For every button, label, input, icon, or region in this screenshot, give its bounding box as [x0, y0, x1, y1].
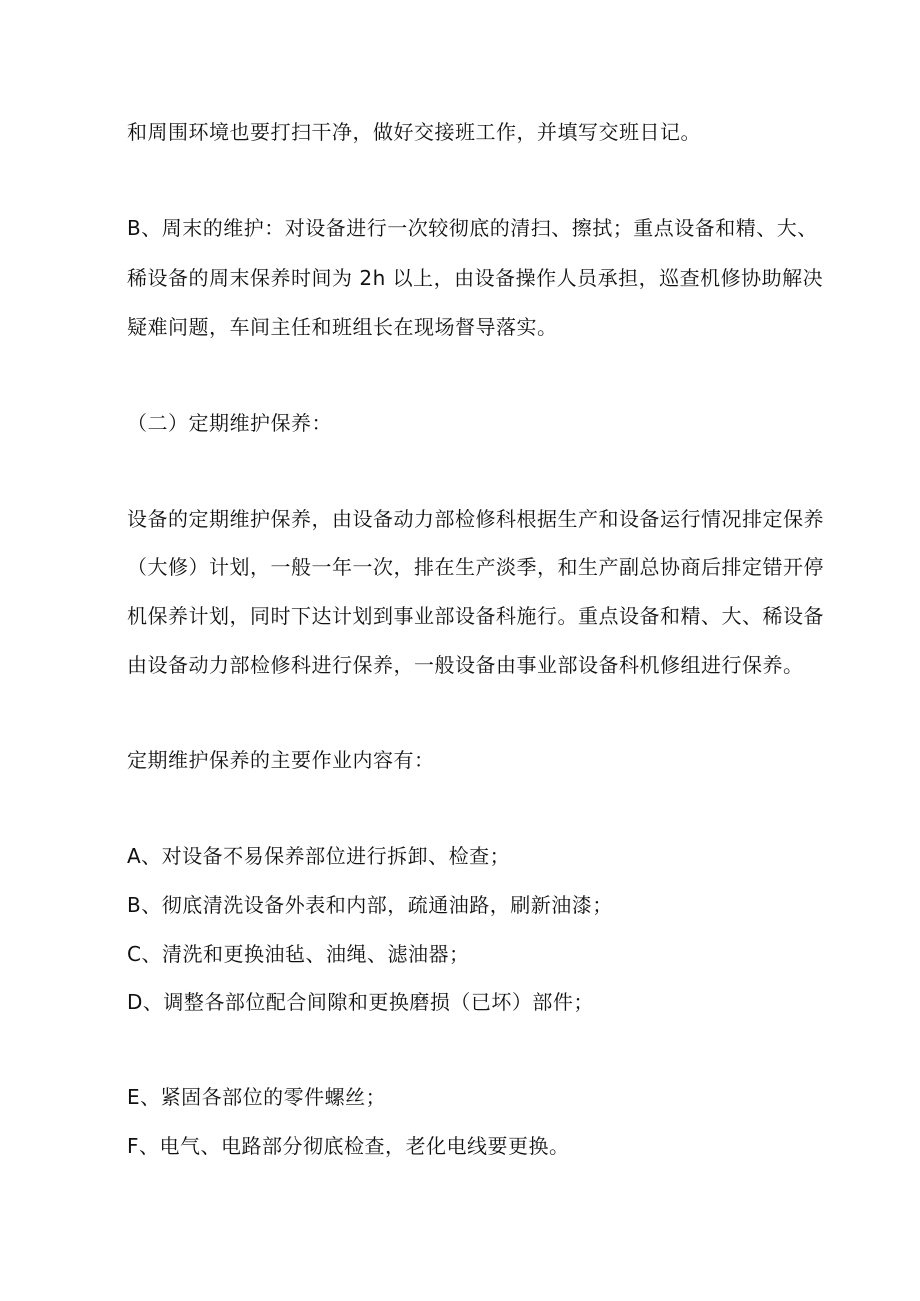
paragraph-text-line: 由设备动力部检修科进行保养，一般设备由事业部设备科机修组进行保养。 — [127, 653, 804, 677]
paragraph-text-line: 稀设备的周末保养时间为 2h 以上，由设备操作人员承担，巡查机修协助解决 — [127, 266, 824, 290]
paragraph-text-line: 设备的定期维护保养，由设备动力部检修科根据生产和设备运行情况排定保养 — [127, 507, 824, 531]
list-item: E、紧固各部位的零件螺丝； — [127, 1085, 387, 1109]
paragraph-text-line: 机保养计划，同时下达计划到事业部设备科施行。重点设备和精、大、稀设备 — [127, 604, 824, 628]
list-item: B、彻底清洗设备外表和内部，疏通油路，刷新油漆； — [127, 893, 613, 917]
list-item: F、电气、电路部分彻底检查，老化电线要更换。 — [127, 1134, 570, 1158]
list-item: A、对设备不易保养部位进行拆卸、检查； — [127, 844, 511, 868]
paragraph-text-line: 疑难问题，车间主任和班组长在现场督导落实。 — [127, 315, 558, 339]
paragraph-text-line: 和周围环境也要打扫干净，做好交接班工作，并填写交班日记。 — [127, 120, 701, 144]
list-item: D、调整各部位配合间隙和更换磨损（已坏）部件； — [127, 990, 594, 1014]
paragraph-text-line: B、周末的维护：对设备进行一次较彻底的清扫、擦拭；重点设备和精、大、 — [127, 216, 818, 240]
list-item: C、清洗和更换油毡、油绳、滤油器； — [127, 942, 470, 966]
paragraph-text-line: （大修）计划，一般一年一次，排在生产淡季，和生产副总协商后排定错开停 — [127, 555, 824, 579]
list-intro: 定期维护保养的主要作业内容有： — [127, 748, 435, 772]
section-heading: （二）定期维护保养： — [127, 411, 332, 435]
